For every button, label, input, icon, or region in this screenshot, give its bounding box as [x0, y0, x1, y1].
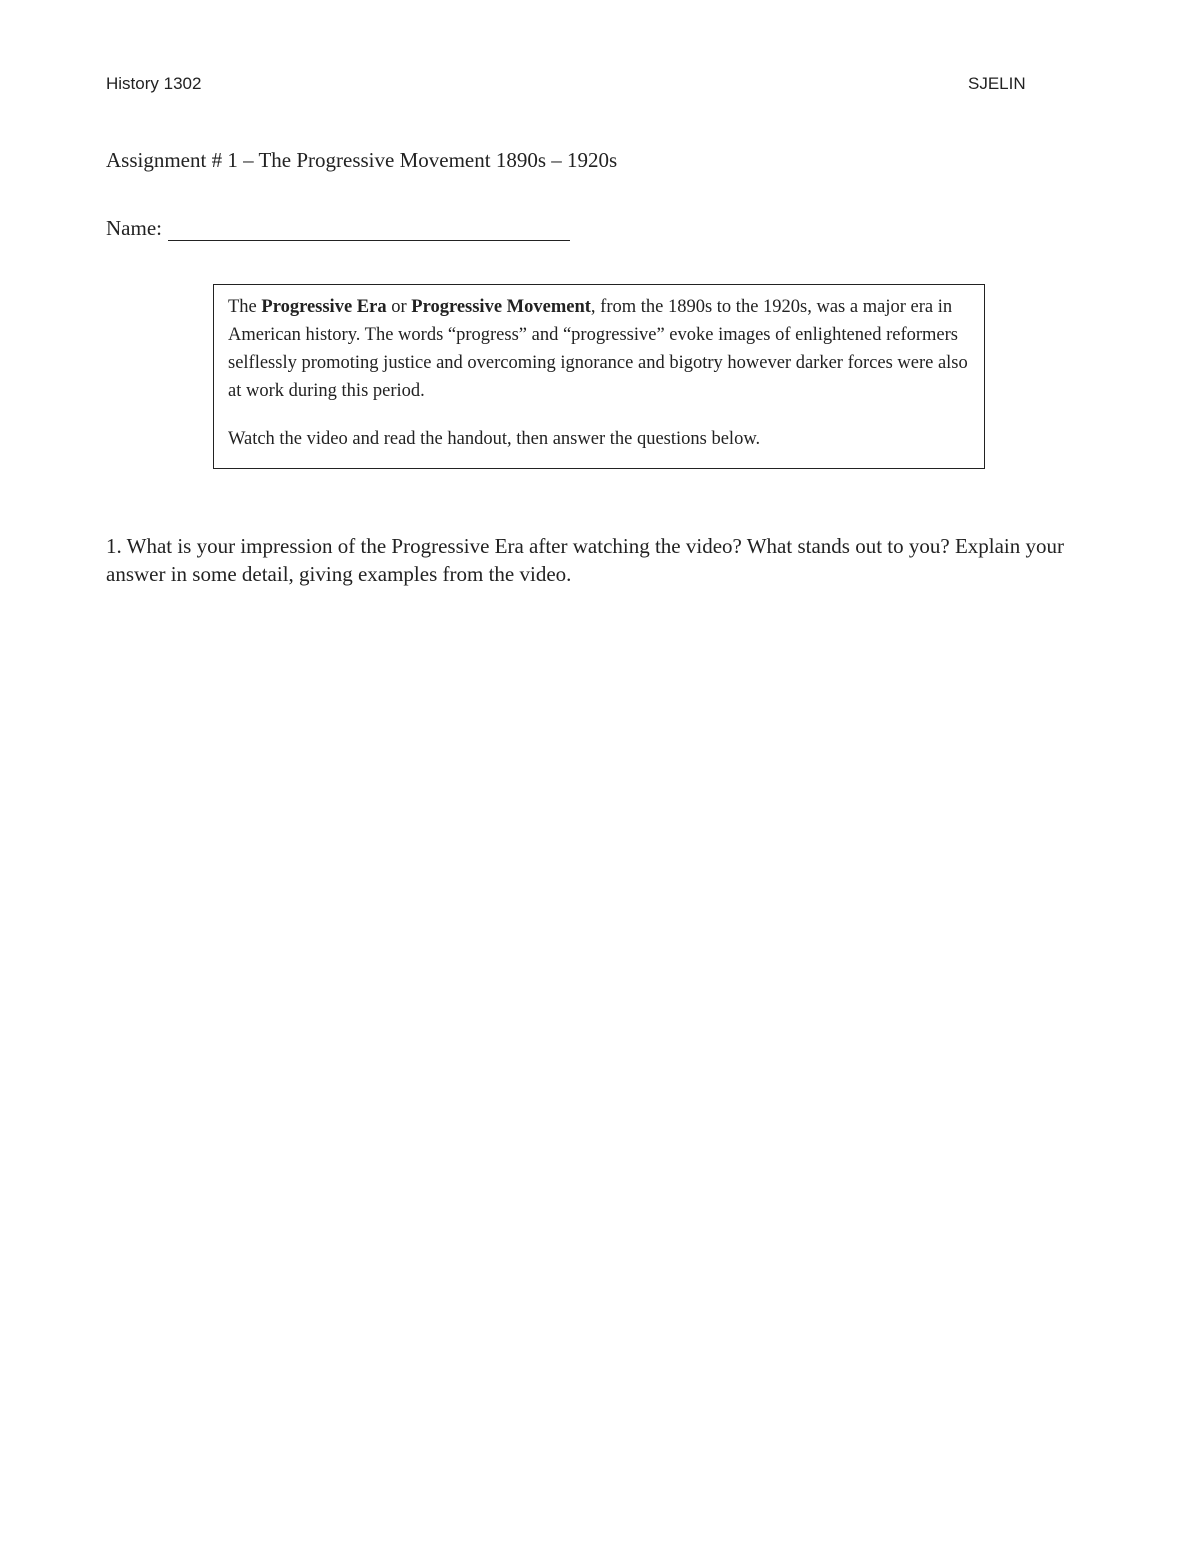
intro-instructions: Watch the video and read the handout, then answer the questions below. — [228, 429, 761, 449]
course-label: History 1302 — [106, 74, 202, 93]
assignment-title: Assignment # 1 – The Progressive Movement 1890s – 1920s — [106, 148, 618, 172]
name-label: Name: — [106, 216, 162, 240]
question-1 — [106, 532, 1086, 588]
intro-paragraph — [228, 293, 970, 405]
intro-post: , from the 1890s to the 1920s, was a major era in American history. The words “progress” and “progressive” evoke images of enlightened reformers selflessly promoting justice and overcoming ignorance and bigotry however darker forces were also at work during this period. — [228, 297, 968, 401]
question-1-text: 1. What is your impression of the Progressive Era after watching the video? What stands out to you? Explain your answer in some detail, giving examples from the video. — [106, 534, 1065, 586]
intro-term-progressive-movement: Progressive Movement — [411, 297, 591, 317]
intro-term-progressive-era: Progressive Era — [261, 297, 387, 317]
intro-box — [213, 284, 985, 469]
instructor-label: SJELIN — [968, 74, 1026, 93]
name-blank-line[interactable] — [168, 216, 570, 241]
name-row — [106, 216, 570, 241]
intro-mid: or — [386, 297, 412, 317]
intro-pre: The — [228, 297, 262, 317]
